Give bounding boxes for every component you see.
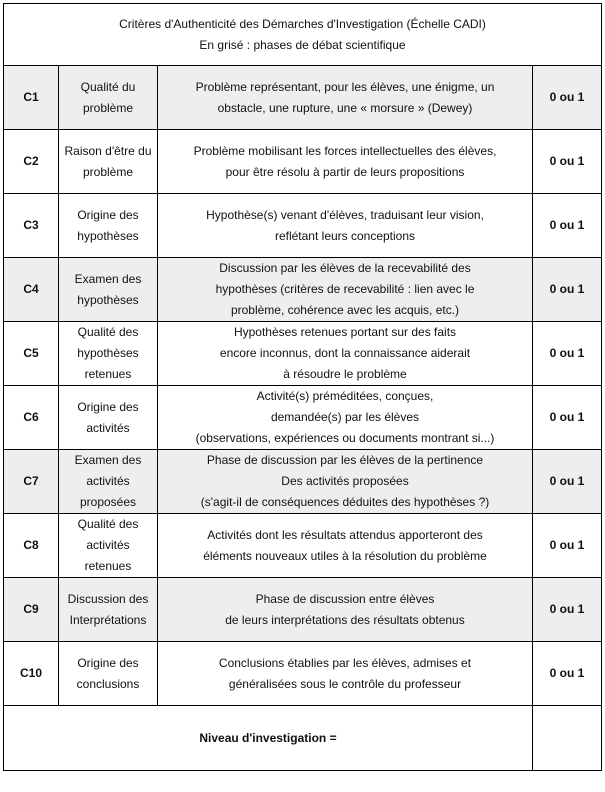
criterion-description-line: Hypothèse(s) venant d'élèves, traduisant leur vision, <box>206 207 484 222</box>
criterion-description-line: Problème mobilisant les forces intellectuelles des élèves, <box>193 143 497 158</box>
criterion-description <box>158 642 533 706</box>
criterion-score: 0 ou 1 <box>533 450 602 514</box>
criterion-score: 0 ou 1 <box>533 130 602 194</box>
criterion-description-line: (s'agit-il de conséquences déduites des hypothèses ?) <box>200 495 490 509</box>
criterion-name <box>59 450 158 514</box>
criterion-name-line: retenues <box>84 559 132 573</box>
criterion-score: 0 ou 1 <box>533 194 602 258</box>
criterion-description-line: Activités dont les résultats attendus apporteront des <box>207 527 483 542</box>
criterion-row <box>4 386 602 450</box>
criterion-description-line: à résoudre le problème <box>283 367 407 381</box>
criterion-description-line: Activité(s) préméditées, conçues, <box>256 389 434 403</box>
criterion-name <box>59 194 158 258</box>
criterion-description-line: généralisées sous le contrôle du professeur <box>228 676 462 691</box>
criterion-row <box>4 578 602 642</box>
criterion-score: 0 ou 1 <box>533 258 602 322</box>
criterion-description <box>158 578 533 642</box>
criterion-description-line: obstacle, une rupture, une « morsure » (Dewey) <box>217 100 473 115</box>
criterion-score: 0 ou 1 <box>533 66 602 130</box>
criterion-name <box>59 66 158 130</box>
criterion-score: 0 ou 1 <box>533 578 602 642</box>
criterion-name-line: Qualité des <box>77 325 139 339</box>
table-title: Critères d'Authenticité des Démarches d'Investigation (Échelle CADI) <box>119 16 486 31</box>
criterion-description-line: Hypothèses retenues portant sur des faits <box>233 325 457 339</box>
criterion-name <box>59 642 158 706</box>
criterion-row <box>4 258 602 322</box>
criterion-name-line: Discussion des <box>67 591 149 606</box>
criterion-description-line: hypothèses (critères de recevabilité : lien avec le <box>215 282 475 296</box>
criterion-code: C4 <box>4 258 59 322</box>
criterion-description-line: Phase de discussion par les élèves de la pertinence <box>206 453 484 467</box>
criterion-row <box>4 194 602 258</box>
criterion-name-line: hypothèses <box>77 292 139 307</box>
criterion-name-line: hypothèses <box>77 346 139 360</box>
criterion-description-line: problème, cohérence avec les acquis, etc.) <box>230 303 460 317</box>
criterion-name <box>59 386 158 450</box>
criterion-description-line: reflétant leurs conceptions <box>274 228 416 243</box>
criterion-description-line: demandée(s) par les élèves <box>270 410 420 424</box>
criterion-name-line: activités proposées <box>79 474 137 509</box>
criterion-code: C1 <box>4 66 59 130</box>
criterion-description-line: pour être résolu à partir de leurs propositions <box>225 164 465 179</box>
criterion-score: 0 ou 1 <box>533 514 602 578</box>
criterion-score: 0 ou 1 <box>533 322 602 386</box>
criterion-description <box>158 322 533 386</box>
criterion-name-line: retenues <box>84 367 132 381</box>
criterion-name <box>59 322 158 386</box>
criterion-description-line: Problème représentant, pour les élèves, une énigme, un <box>195 79 495 94</box>
criterion-description-line: de leurs interprétations des résultats obtenus <box>225 612 465 627</box>
criterion-code: C6 <box>4 386 59 450</box>
criterion-name <box>59 514 158 578</box>
criterion-description-line: éléments nouveaux utiles à la résolution du problème <box>203 548 487 563</box>
criterion-description-line: Des activités proposées <box>281 474 409 488</box>
criterion-name-line: Interprétations <box>69 612 147 627</box>
criterion-name-line: problème <box>82 164 134 179</box>
criterion-description <box>158 258 533 322</box>
criterion-description-line: Phase de discussion entre élèves <box>255 591 435 606</box>
criterion-name-line: Qualité du problème <box>80 79 136 115</box>
criterion-row <box>4 450 602 514</box>
investigation-level-label: Niveau d'investigation = <box>4 706 533 771</box>
investigation-level-value <box>533 706 602 771</box>
criterion-description <box>158 130 533 194</box>
criterion-name-line: hypothèses <box>77 228 139 243</box>
criterion-row <box>4 642 602 706</box>
criterion-code: C10 <box>4 642 59 706</box>
criterion-code: C3 <box>4 194 59 258</box>
criterion-code: C5 <box>4 322 59 386</box>
criterion-name-line: Qualité des activités <box>77 517 139 552</box>
criterion-name-line: Origine des activités <box>77 399 139 435</box>
criterion-description <box>158 450 533 514</box>
criterion-row <box>4 130 602 194</box>
criterion-description-line: encore inconnus, dont la connaissance aiderait <box>219 346 471 360</box>
criterion-name-line: Raison d'être du <box>64 143 152 158</box>
footer-row <box>4 706 602 771</box>
criterion-code: C2 <box>4 130 59 194</box>
criterion-score: 0 ou 1 <box>533 386 602 450</box>
criterion-description <box>158 194 533 258</box>
criterion-name-line: conclusions <box>76 676 140 691</box>
criterion-description <box>158 66 533 130</box>
cadi-criteria-table <box>3 3 602 771</box>
criterion-code: C7 <box>4 450 59 514</box>
criterion-description-line: Conclusions établies par les élèves, admises et <box>218 655 472 670</box>
criterion-name <box>59 130 158 194</box>
criterion-code: C9 <box>4 578 59 642</box>
criterion-description <box>158 514 533 578</box>
criterion-name <box>59 258 158 322</box>
table-header <box>4 4 602 66</box>
criterion-name-line: Examen des <box>74 453 142 467</box>
criterion-name-line: Origine des <box>77 207 139 222</box>
criterion-description-line: (observations, expériences ou documents montrant si...) <box>195 431 495 445</box>
criterion-description <box>158 386 533 450</box>
criterion-row <box>4 66 602 130</box>
criterion-row <box>4 322 602 386</box>
criterion-name-line: Examen des <box>74 271 142 286</box>
criterion-name-line: Origine des <box>77 655 139 670</box>
criterion-code: C8 <box>4 514 59 578</box>
criterion-score: 0 ou 1 <box>533 642 602 706</box>
table-subtitle: En grisé : phases de débat scientifique <box>199 37 406 52</box>
criterion-description-line: Discussion par les élèves de la recevabilité des <box>219 261 471 275</box>
criterion-row <box>4 514 602 578</box>
criterion-name <box>59 578 158 642</box>
